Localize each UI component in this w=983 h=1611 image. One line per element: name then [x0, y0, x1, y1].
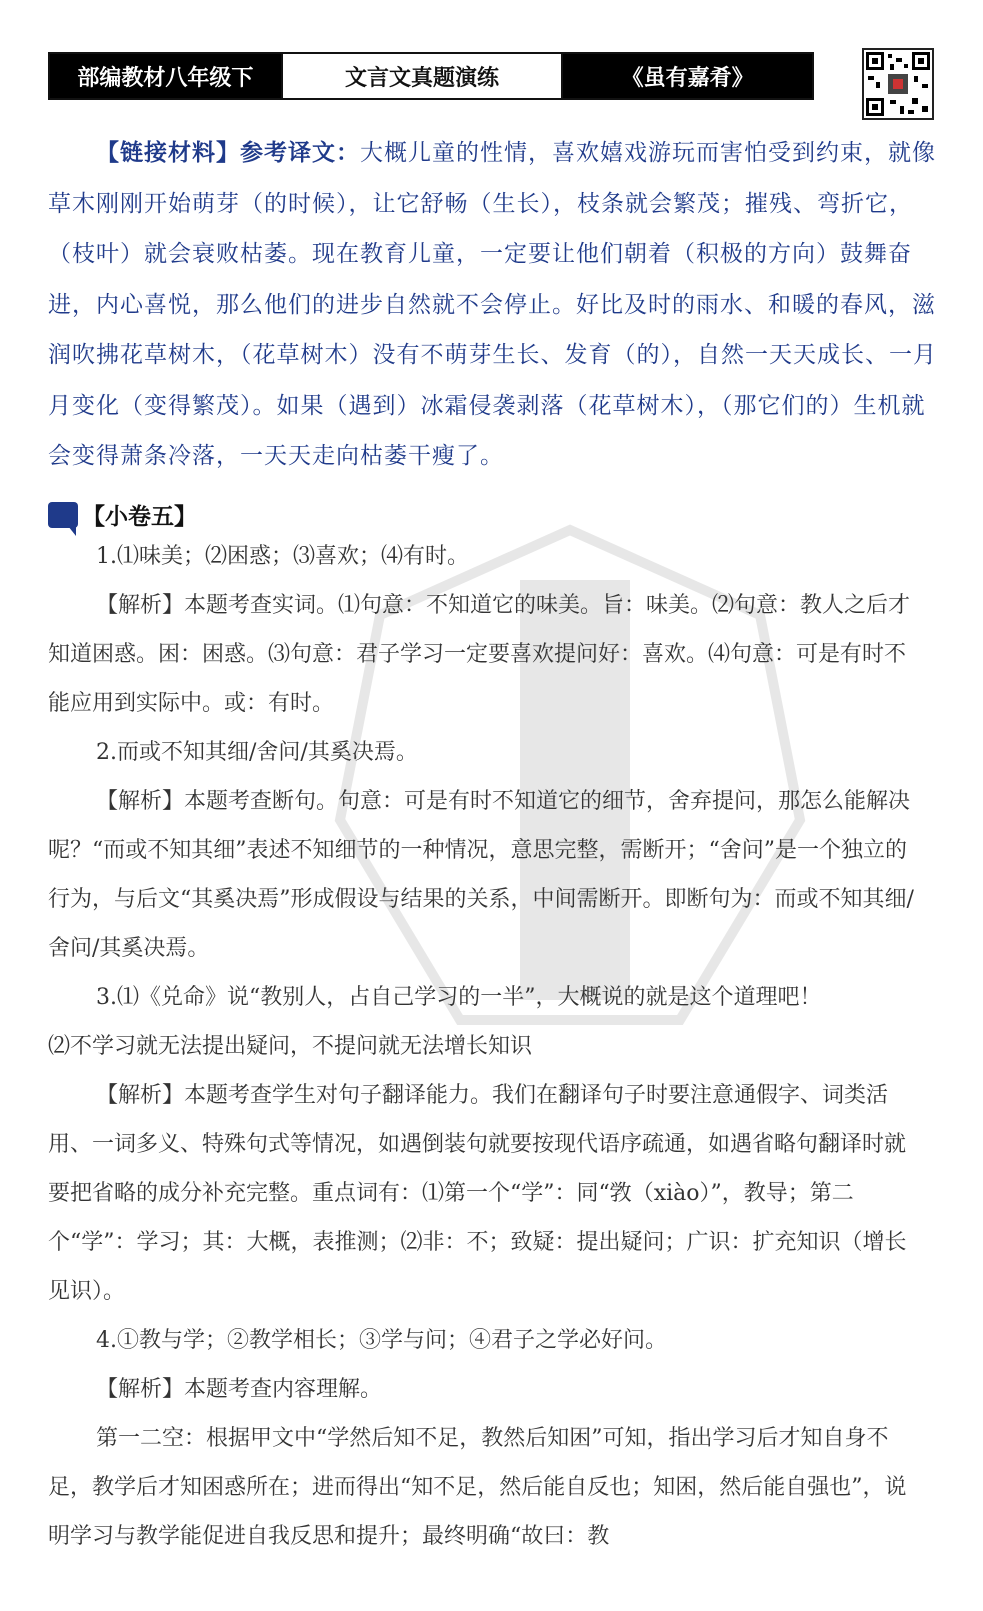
analysis-4-detail: 第一二空：根据甲文中“学然后知不足，教然后知困”可知，指出学习后才知自身不足，教学后才知困惑所在；进而得出“知不足，然后能自反也；知困，然后能自强也”，说明学习与教学能促进自我反思和提升；最终明确“故曰：教 [48, 1426, 907, 1549]
section-title: 【小卷五】 [82, 504, 197, 530]
answer-2: 2.而或不知其细/舍问/其奚决焉。 [96, 740, 418, 765]
answer-4: 4.①教与学；②教学相长；③学与问；④君子之学必好问。 [96, 1328, 667, 1353]
analysis-2: 【解析】本题考查断句。句意：可是有时不知道它的细节，舍弃提问，那怎么能解决呢？“而或不知其细”表述不知细节的一种情况，意思完整，需断开；“舍问”是一个独立的行为，与后文“其奚决焉”形成假设与结果的关系，中间需断开。即断句为：而或不知其细/舍问/其奚决焉。 [48, 789, 914, 961]
answer-1: 1.⑴味美；⑵困惑；⑶喜欢；⑷有时。 [96, 544, 469, 569]
analysis-3: 【解析】本题考查学生对句子翻译能力。我们在翻译句子时要注意通假字、词类活用、一词多义、特殊句式等情况，如遇倒装句就要按现代语序疏通，如遇省略句翻译时就要把省略的成分补充完整。重点词有：⑴第一个“学”：同“敩（xiào）”，教导；第二个“学”：学习；其：大概，表推测；⑵非：不；致疑：提出疑问；广识：扩充知识（增长见识）。 [48, 1083, 907, 1304]
answer-3b: ⑵不学习就无法提出疑问，不提问就无法增长知识 [48, 1034, 533, 1059]
link-material-label: 【链接材料】参考译文： [96, 139, 360, 166]
header-grade: 部编教材八年级下 [50, 54, 281, 98]
analysis-4: 【解析】本题考查内容理解。 [96, 1377, 383, 1402]
link-material-paragraph [48, 128, 940, 482]
header-topic: 文言文真题演练 [281, 54, 564, 98]
header-bar [48, 52, 814, 100]
answer-body [48, 532, 918, 1561]
link-material-text: 大概儿童的性情，喜欢嬉戏游玩而害怕受到约束，就像草木刚刚开始萌芽（的时候），让它舒畅（生长），枝条就会繁茂；摧残、弯折它，（枝叶）就会衰败枯萎。现在教育儿童，一定要让他们朝着（积极的方向）鼓舞奋进，内心喜悦，那么他们的进步自然就不会停止。好比及时的雨水、和暖的春风，滋润吹拂花草树木，（花草树木）没有不萌芽生长、发育（的），自然一天天成长、一月月变化（变得繁茂）。如果（遇到）冰霜侵袭剥落（花草树木），（那它们的）生机就会变得萧条冷落，一天天走向枯萎干瘦了。 [48, 140, 937, 469]
chat-bubble-icon [48, 502, 78, 528]
header-lesson: 《虽有嘉肴》 [563, 54, 812, 98]
analysis-1: 【解析】本题考查实词。⑴句意：不知道它的味美。旨：味美。⑵句意：教人之后才知道困惑。困：困惑。⑶句意：君子学习一定要喜欢提问好：喜欢。⑷句意：可是有时不能应用到实际中。或：有时。 [48, 593, 911, 716]
section-heading [48, 498, 197, 531]
qr-code-icon[interactable] [862, 48, 934, 120]
answer-3a: 3.⑴《兑命》说“教别人，占自己学习的一半”，大概说的就是这个道理吧！ [96, 985, 822, 1010]
